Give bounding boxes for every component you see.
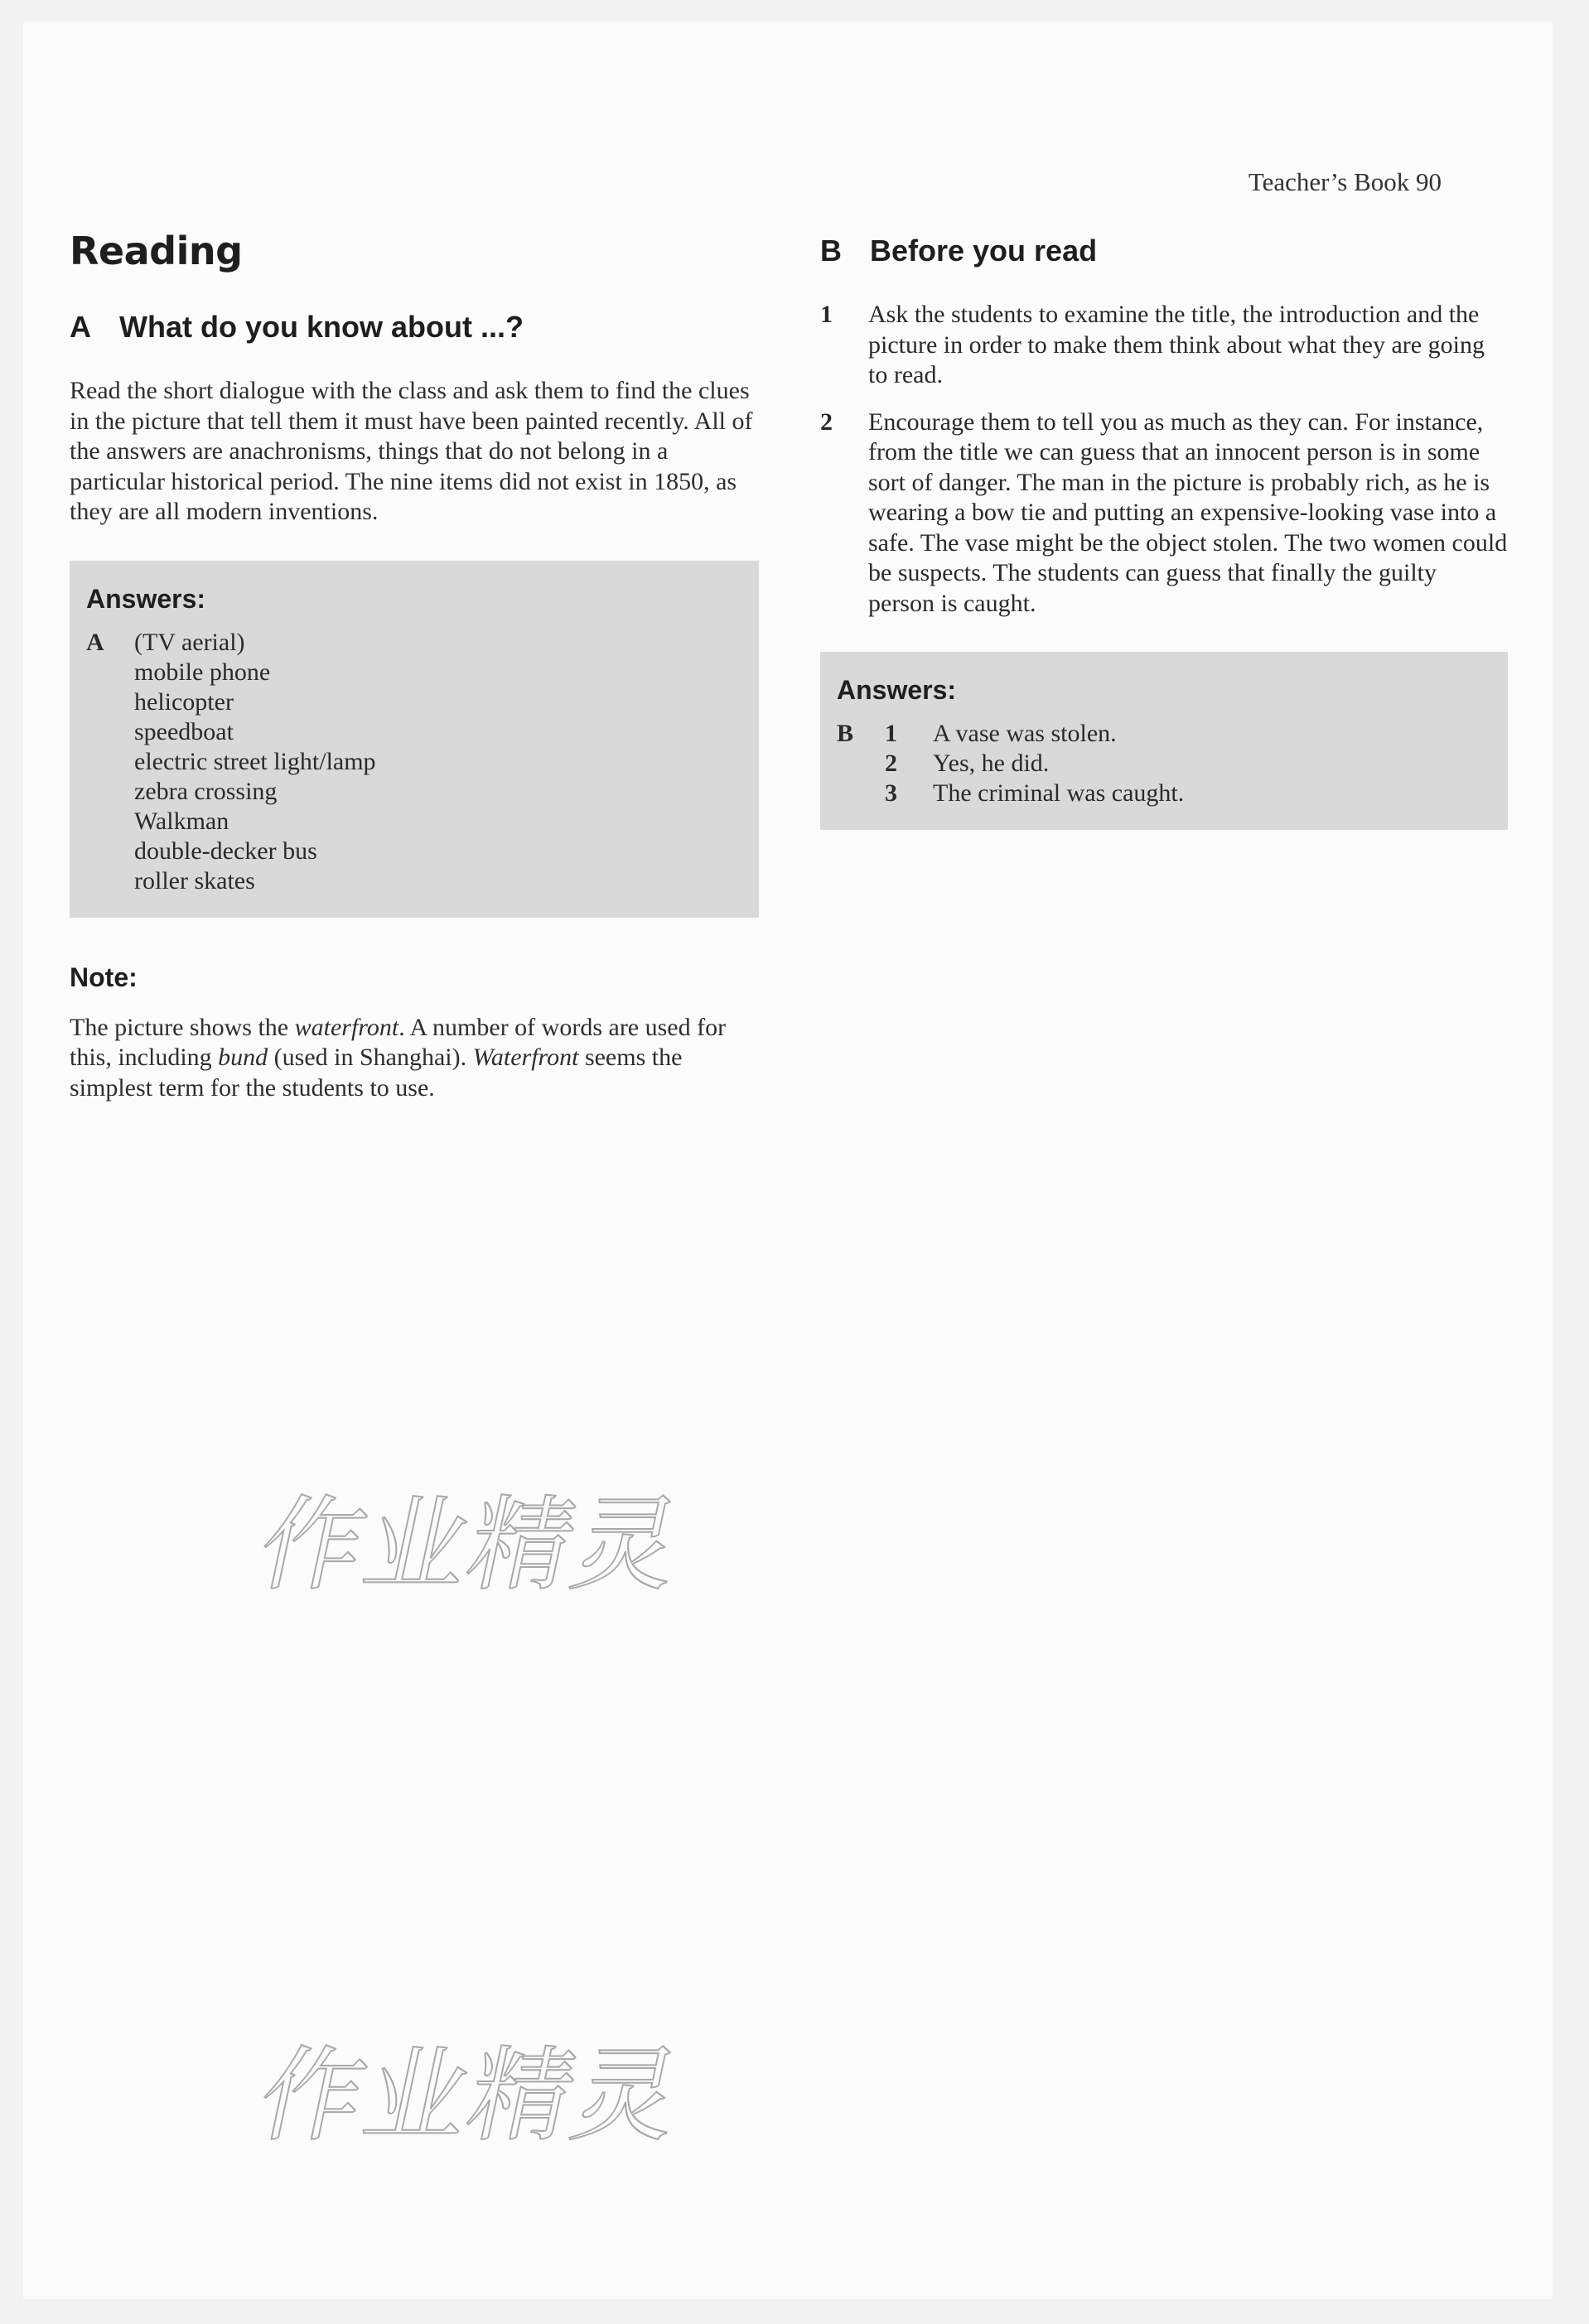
list-item: zebra crossing xyxy=(134,777,278,805)
list-item-number: 1 xyxy=(885,720,897,747)
answers-b-row xyxy=(837,719,1491,749)
list-item-text: Yes, he did. xyxy=(933,750,1050,777)
list-item: electric street light/lamp xyxy=(134,747,376,775)
watermark: 作业精灵 xyxy=(249,2037,692,2156)
list-item-text: A vase was stolen. xyxy=(933,720,1117,747)
list-item xyxy=(820,407,1508,620)
section-b-heading xyxy=(820,234,1508,268)
list-item-number: 2 xyxy=(820,407,833,436)
answers-a-list xyxy=(134,628,376,896)
section-b-letter: B xyxy=(820,234,842,268)
list-item: (TV aerial) xyxy=(134,628,245,656)
answers-b-row xyxy=(837,749,1491,779)
spacer xyxy=(837,749,885,779)
list-item: roller skates xyxy=(134,866,255,894)
answers-label: Answers: xyxy=(86,583,206,614)
answers-box-a xyxy=(70,561,759,918)
list-item-number: 1 xyxy=(820,301,833,328)
section-a-paragraph: Read the short dialogue with the class and ask them to find the clues in the picture that tell them it must have been painted recently. All of the answers are anachronisms, things that do not belong in a particular historical period. The nine items did not exist in 1850, as they are all modern inventions. xyxy=(70,377,753,525)
list-item-text: Encourage them to tell you as much as they can. For instance, from the title we can guess that an innocent person is in some sort of danger. The man in the picture is probably rich, as he is wearing a bow tie and putting an expensive-looking vase into a safe. The vase might be the object stolen. The two women could be suspects. The students can guess that finally the guilty person is caught. xyxy=(868,407,1508,617)
answers-a-row xyxy=(86,628,742,896)
page xyxy=(23,22,1553,2299)
note-paragraph xyxy=(70,1013,759,1104)
watermark: 作业精灵 xyxy=(249,1486,692,1605)
page-reference: Teacher’s Book 90 xyxy=(1248,167,1442,196)
note-text: seems the simplest term for the students to use. xyxy=(70,1044,683,1102)
note-text: The picture shows the xyxy=(70,1013,295,1041)
note-emphasis: waterfront xyxy=(294,1013,399,1041)
section-title: Reading xyxy=(70,229,243,273)
right-column xyxy=(820,229,1508,830)
answers-key: A xyxy=(86,628,104,656)
list-item: double-decker bus xyxy=(134,837,317,865)
answers-key: B xyxy=(837,720,854,747)
note-text: . A number of words are used for this, including xyxy=(70,1013,727,1071)
list-item: helicopter xyxy=(134,687,234,716)
answers-label: Answers: xyxy=(837,675,957,705)
note-label: Note: xyxy=(70,962,138,992)
section-a-title: What do you know about ...? xyxy=(119,310,524,344)
section-a-letter: A xyxy=(70,310,91,344)
list-item-number: 3 xyxy=(885,779,897,807)
note-emphasis: Waterfront xyxy=(472,1044,579,1071)
list-item: speedboat xyxy=(134,717,234,745)
left-column xyxy=(70,229,759,1103)
section-a-heading xyxy=(70,310,759,345)
note-text: (used in Shanghai). xyxy=(268,1044,473,1071)
list-item-number: 2 xyxy=(885,750,897,777)
list-item: Walkman xyxy=(134,807,229,835)
section-b-list xyxy=(820,300,1508,619)
list-item-text: The criminal was caught. xyxy=(933,779,1185,807)
section-b-title: Before you read xyxy=(870,234,1098,268)
list-item xyxy=(820,300,1508,391)
note-emphasis: bund xyxy=(218,1044,268,1071)
answers-b-row xyxy=(837,779,1491,808)
list-item-text: Ask the students to examine the title, the introduction and the picture in order to make them think about what they are going to read. xyxy=(868,301,1485,388)
spacer xyxy=(837,779,885,808)
answers-box-b xyxy=(820,652,1508,830)
list-item: mobile phone xyxy=(134,658,271,686)
